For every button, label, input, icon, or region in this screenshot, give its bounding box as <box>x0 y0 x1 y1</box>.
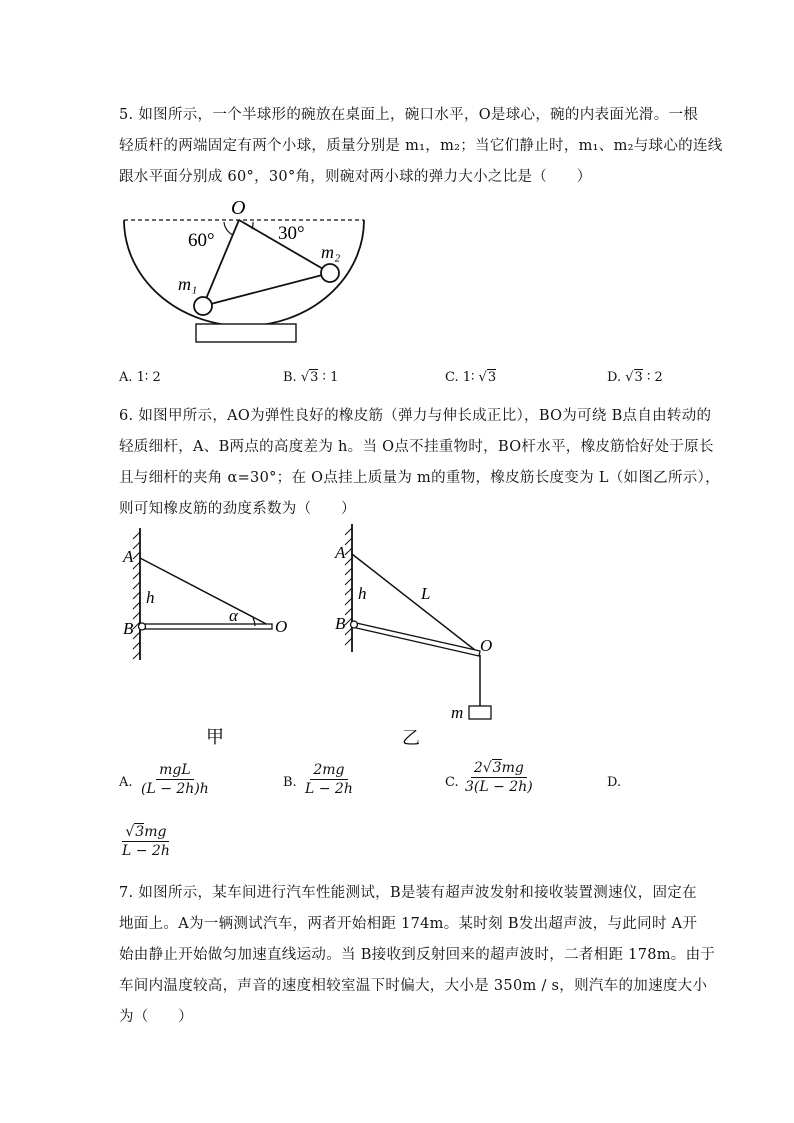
q5-option-b-prefix: B. <box>283 370 297 385</box>
q6-option-d-fraction <box>119 824 173 859</box>
q7-line-5: 为（ ） <box>119 1009 193 1025</box>
q6-option-b-label: B. <box>283 775 297 790</box>
rubber-band-AO <box>140 558 272 627</box>
q6-figure-yi <box>330 524 520 758</box>
q5-option-c-prefix: C. 1∶ <box>445 370 475 385</box>
q5-option-b <box>283 370 338 385</box>
wall-hatching <box>133 532 140 659</box>
q6-option-c-num-pre: 2 <box>473 760 483 776</box>
q5-option-c-sqrt: √3 <box>478 370 497 385</box>
q6-option-b-num: 2mg <box>310 762 347 780</box>
q6-option-c-rad: 3 <box>492 760 502 776</box>
caption-jia: 甲 <box>206 727 224 747</box>
rod-BO <box>140 624 272 629</box>
angle-arc-30 <box>252 222 253 229</box>
q5-bowl-figure <box>118 192 378 352</box>
q6-option-d-rad: 3 <box>135 824 145 840</box>
label-60: 60° <box>188 230 215 251</box>
ball-m2 <box>321 264 339 282</box>
q5-option-d <box>607 370 663 385</box>
table-block <box>196 324 296 342</box>
label-alpha: α <box>229 606 238 625</box>
q6-option-c-num <box>471 760 527 778</box>
q5-line-2: 轻质杆的两端固定有两个小球，质量分别是 m₁，m₂；当它们静止时，m₁、m₂与球心的连线 <box>119 138 723 154</box>
ball-m1 <box>194 297 212 315</box>
q7-line-3: 始由静止开始做匀加速直线运动。当 B接收到反射回来的超声波时，二者相距 178m。由于 <box>119 947 716 963</box>
caption-yi: 乙 <box>402 728 420 748</box>
light-rod <box>203 273 330 306</box>
pivot-B <box>139 623 146 630</box>
q5-option-b-rad: 3 <box>310 370 319 385</box>
label-L: L <box>421 584 431 603</box>
q6-option-a-den: (L − 2h)h <box>141 781 209 797</box>
q5-option-d-suffix: ∶ 2 <box>646 370 663 385</box>
label-A: A <box>123 547 134 566</box>
q7-line-1: 7. 如图所示，某车间进行汽车性能测试，B是装有超声波发射和接收装置测速仪，固定在 <box>119 885 697 901</box>
label-B: B <box>335 614 346 633</box>
q5-option-d-prefix: D. <box>607 370 622 385</box>
q6-figure-jia <box>118 528 308 758</box>
pivot-B <box>351 621 358 628</box>
angle-arc-60 <box>224 222 233 235</box>
q6-option-c-den: 3(L − 2h) <box>465 779 533 795</box>
label-h: h <box>146 588 155 607</box>
q6-line-3: 且与细杆的夹角 α=30°；在 O点挂上质量为 m的重物，橡皮筋长度变为 L（如图乙所示）， <box>119 470 720 486</box>
q5-line-1: 5. 如图所示，一个半球形的碗放在桌面上，碗口水平，O是球心，碗的内表面光滑。一根 <box>119 107 699 123</box>
q6-option-d-label: D. <box>607 775 622 790</box>
q6-option-d-den: L − 2h <box>122 843 170 859</box>
q6-option-c-num-post: mg <box>501 760 524 776</box>
q5-option-c-rad: 3 <box>487 370 497 385</box>
q6-option-c-label: C. <box>445 775 459 790</box>
q7-line-2: 地面上。A为一辆测试汽车，两者开始相距 174m。某时刻 B发出超声波，与此同时 A开 <box>119 916 698 932</box>
q5-line-3: 跟水平面分别成 60°，30°角，则碗对两小球的弹力大小之比是（ ） <box>119 169 592 185</box>
label-O: O <box>480 636 493 655</box>
q5-option-d-sqrt: √3 <box>625 370 643 385</box>
label-m: m <box>451 703 464 722</box>
q7-line-4: 车间内温度较高，声音的速度相较室温下时偏大，大小是 350m / s，则汽车的加速度大小 <box>119 978 708 994</box>
label-O: O <box>275 617 288 636</box>
q5-option-b-sqrt: √3 <box>300 370 319 385</box>
q5-option-d-rad: 3 <box>634 370 643 385</box>
label-B: B <box>123 619 134 638</box>
q6-option-c-sqrt: √3 <box>482 760 502 776</box>
q6-option-d-num <box>122 824 169 842</box>
q6-line-2: 轻质细杆，A、B两点的高度差为 h。当 O点不挂重物时，BO杆水平，橡皮筋恰好处于原长 <box>119 439 714 455</box>
q6-line-1: 6. 如图甲所示，AO为弹性良好的橡皮筋（弹力与伸长成正比），BO为可绕 B点自由转动的 <box>119 408 712 424</box>
weight-block <box>469 706 491 719</box>
q6-option-a-label: A. <box>119 775 133 790</box>
q6-option-d-sqrt: √3 <box>125 824 145 840</box>
q6-option-d-num-post: mg <box>144 824 167 840</box>
q5-option-c <box>445 370 496 385</box>
label-A: A <box>335 543 346 562</box>
wall-hatching <box>345 528 352 645</box>
q6-option-a-fraction <box>138 762 212 797</box>
q6-option-a-num: mgL <box>156 762 194 780</box>
q6-option-c-fraction <box>462 760 536 795</box>
label-h: h <box>358 584 367 603</box>
q6-option-b-fraction <box>302 762 356 797</box>
q6-line-4: 则可知橡皮筋的劲度系数为（ ） <box>119 501 356 517</box>
label-O: O <box>231 197 246 219</box>
q5-option-b-suffix: ∶ 1 <box>322 370 339 385</box>
label-30: 30° <box>278 223 305 244</box>
q5-option-a: A. 1∶ 2 <box>119 370 161 385</box>
q6-option-b-den: L − 2h <box>305 781 353 797</box>
label-m1: m₁ <box>178 274 198 294</box>
label-m2: m₂ <box>321 242 341 262</box>
